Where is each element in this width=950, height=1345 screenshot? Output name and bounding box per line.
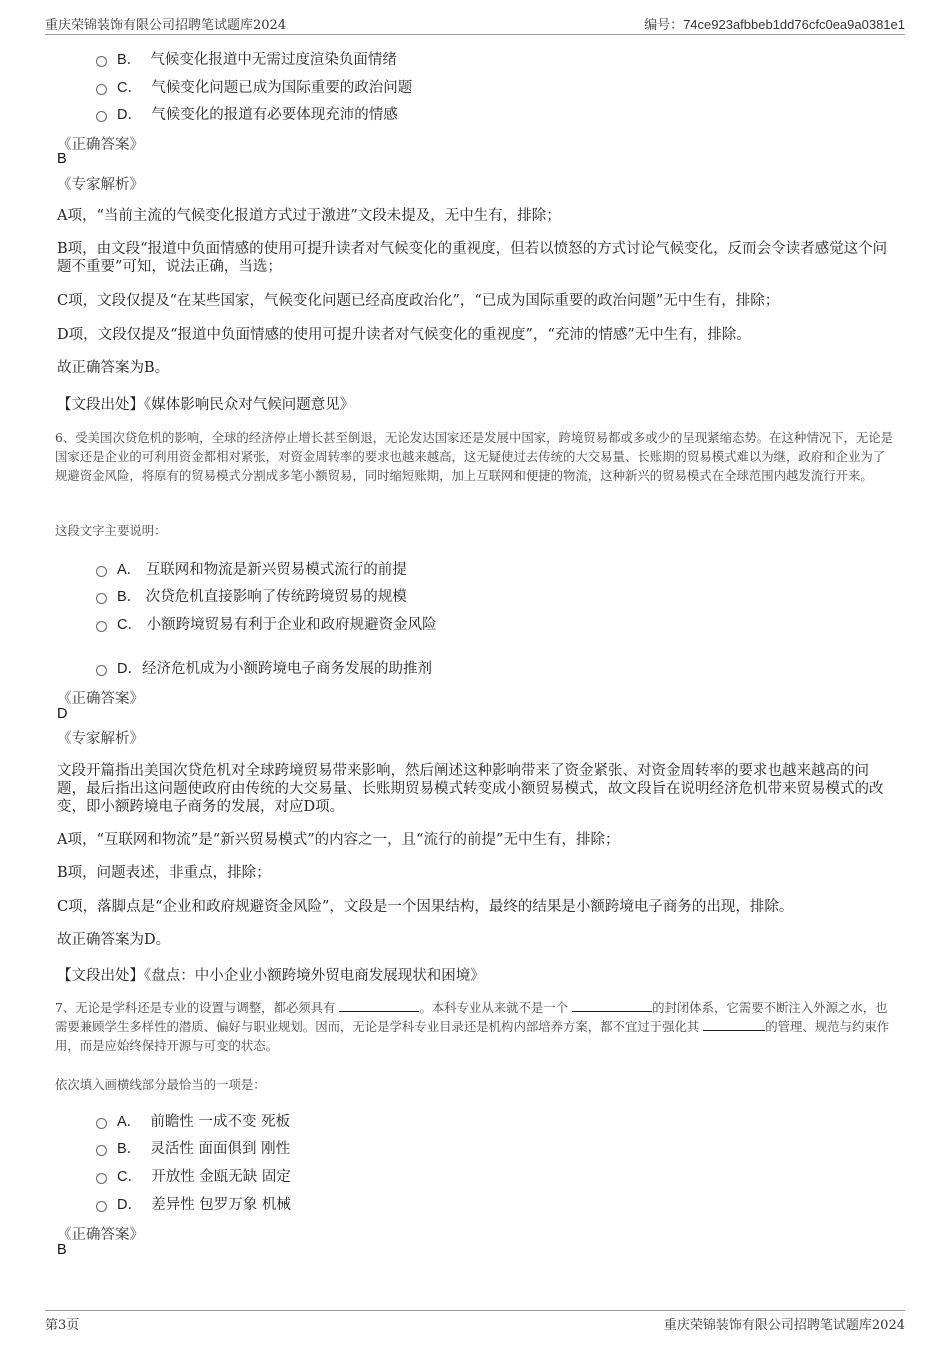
q7-option-c[interactable]: C． 开放性 金瓯无缺 固定 xyxy=(96,1165,291,1186)
q6-option-b[interactable]: B． 次贷危机直接影响了传统跨境贸易的规模 xyxy=(96,585,407,606)
radio-icon[interactable] xyxy=(96,1173,107,1184)
q6-answer-label: 《正确答案》 xyxy=(57,691,144,707)
page-footer xyxy=(45,1310,905,1333)
q5-analysis-c: C项，文段仅提及“在某些国家，气候变化问题已经高度政治化”，“已成为国际重要的政治问题”无中生有，排除； xyxy=(57,293,780,309)
q6-source: 【文段出处】《盘点：中小企业小额跨境外贸电商发展现状和困境》 xyxy=(57,968,485,984)
q6-analysis-label: 《专家解析》 xyxy=(57,731,144,747)
blank-3 xyxy=(703,1018,765,1031)
radio-icon[interactable] xyxy=(96,1201,107,1212)
footer-title: 重庆荣锦装饰有限公司招聘笔试题库2024 xyxy=(663,1318,905,1333)
page-number: 第3页 xyxy=(45,1318,80,1333)
blank-2 xyxy=(572,999,652,1012)
blank-1 xyxy=(339,999,419,1012)
q6-analysis-a: A项，“互联网和物流”是“新兴贸易模式”的内容之一，且“流行的前提”无中生有，排除； xyxy=(57,832,620,848)
q6-option-c[interactable]: C． 小额跨境贸易有利于企业和政府规避资金风险 xyxy=(96,613,437,634)
q7-option-a[interactable]: A． 前瞻性 一成不变 死板 xyxy=(96,1110,290,1131)
q6-conclusion: 故正确答案为D。 xyxy=(57,932,171,948)
q5-option-c[interactable]: C． 气候变化问题已成为国际重要的政治问题 xyxy=(96,76,412,97)
option-text: 气候变化报道中无需过度渲染负面情绪 xyxy=(150,52,397,68)
q6-option-d[interactable]: D．经济危机成为小额跨境电子商务发展的助推剂 xyxy=(96,657,432,678)
page-header xyxy=(45,12,905,35)
q5-option-b[interactable]: B． 气候变化报道中无需过度渲染负面情绪 xyxy=(96,48,397,69)
option-text: 差异性 包罗万象 机械 xyxy=(151,1197,291,1213)
radio-icon[interactable] xyxy=(96,621,107,632)
q6-analysis-main: 文段开篇指出美国次贷危机对全球跨境贸易带来影响，然后阐述这种影响带来了资金紧张、对资金周转率的要求也越来越高的问题，最后指出这问题使政府由传统的大交易量、长账期贸易模式转变成小额贸易模式，故文段旨在说明经济危机带来贸易模式的改变，即小额跨境电子商务的发展，对应D项。 xyxy=(57,763,884,815)
header-title: 重庆荣锦装饰有限公司招聘笔试题库2024 xyxy=(45,18,287,33)
q5-conclusion: 故正确答案为B。 xyxy=(57,360,170,376)
q5-analysis-b: B项，由文段“报道中负面情感的使用可提升读者对气候变化的重视度，但若以愤怒的方式讨论气候变化，反而会令读者感觉这个问题不重要”可知，说法正确，当选； xyxy=(57,241,888,275)
q5-analysis-a: A项，“当前主流的气候变化报道方式过于激进”文段未提及，无中生有，排除； xyxy=(57,208,561,224)
q5-answer: B xyxy=(57,151,67,167)
q7-option-b[interactable]: B． 灵活性 面面俱到 刚性 xyxy=(96,1137,290,1158)
q5-option-d[interactable]: D． 气候变化的报道有必要体现充沛的情感 xyxy=(96,103,398,124)
radio-icon[interactable] xyxy=(96,56,107,67)
header-doc-id: 编号：74ce923afbbeb1dd76cfc0ea9a0381e1 xyxy=(644,17,905,32)
option-text: 次贷危机直接影响了传统跨境贸易的规模 xyxy=(145,589,407,605)
q6-answer: D xyxy=(57,706,68,722)
radio-icon[interactable] xyxy=(96,84,107,95)
q6-analysis-c: C项，落脚点是“企业和政府规避资金风险”，文段是一个因果结构，最终的结果是小额跨境电子商务的出现，排除。 xyxy=(57,899,794,915)
q5-source: 【文段出处】《媒体影响民众对气候问题意见》 xyxy=(57,397,355,413)
radio-icon[interactable] xyxy=(96,566,107,577)
option-text: 开放性 金瓯无缺 固定 xyxy=(151,1169,291,1185)
radio-icon[interactable] xyxy=(96,665,107,676)
option-text: 经济危机成为小额跨境电子商务发展的助推剂 xyxy=(141,661,432,677)
radio-icon[interactable] xyxy=(96,593,107,604)
q7-option-d[interactable]: D． 差异性 包罗万象 机械 xyxy=(96,1193,291,1214)
q7-answer: B xyxy=(57,1242,67,1258)
q7-prompt: 依次填入画横线部分最恰当的一项是： xyxy=(55,1077,266,1092)
option-text: 前瞻性 一成不变 死板 xyxy=(150,1114,291,1130)
option-text: 气候变化问题已成为国际重要的政治问题 xyxy=(151,80,413,96)
option-text: 互联网和物流是新兴贸易模式流行的前提 xyxy=(145,562,407,578)
option-text: 灵活性 面面俱到 刚性 xyxy=(150,1141,291,1157)
q7-answer-label: 《正确答案》 xyxy=(57,1227,144,1243)
q5-analysis-d: D项，文段仅提及“报道中负面情感的使用可提升读者对气候变化的重视度”，“充沛的情感”无中生有，排除。 xyxy=(57,327,751,343)
radio-icon[interactable] xyxy=(96,1145,107,1156)
q6-option-a[interactable]: A． 互联网和物流是新兴贸易模式流行的前提 xyxy=(96,558,407,579)
option-text: 气候变化的报道有必要体现充沛的情感 xyxy=(151,107,398,123)
q5-analysis-label: 《专家解析》 xyxy=(57,177,144,193)
q6-prompt: 这段文字主要说明： xyxy=(55,523,167,538)
option-text: 小额跨境贸易有利于企业和政府规避资金风险 xyxy=(146,617,437,633)
radio-icon[interactable] xyxy=(96,1118,107,1129)
q6-analysis-b: B项，问题表述，非重点，排除； xyxy=(57,865,271,881)
radio-icon[interactable] xyxy=(96,111,107,122)
q6-stem: 6、受美国次贷危机的影响，全球的经济停止增长甚至倒退，无论发达国家还是发展中国家，跨境贸易都或多或少的呈现紧缩态势。在这种情况下，无论是国家还是企业的可利用资金都相对紧张，对资金周转率的要求也越来越高，这无疑使过去传统的大交易量、长账期的贸易模式难以为继，政府和企业为了规避资金风险，将原有的贸易模式分割成多笔小额贸易，同时缩短账期，加上互联网和便捷的物流，这种新兴的贸易模式在全球范围内越发流行开来。 xyxy=(55,430,894,483)
q7-stem: 7、无论是学科还是专业的设置与调整，都必须具有 。本科专业从来就不是一个 的封闭体系，它需要不断注入外源之水，也需要兼顾学生多样性的潜质、偏好与职业规划。因而，无论是学科专业目录还是机构内部培养方案，都不宜过于强化其 的管理、规范与约束作用，而是应始终保持开源与可变的状态。 xyxy=(55,1000,890,1053)
q5-answer-label: 《正确答案》 xyxy=(57,137,144,153)
